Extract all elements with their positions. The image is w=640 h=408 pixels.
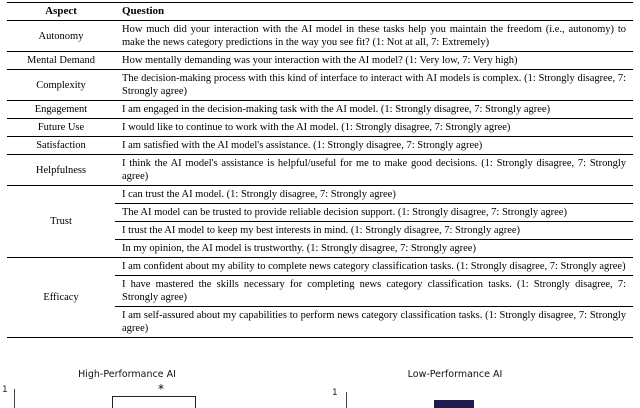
column-header-question: Question (122, 5, 165, 17)
right-y-axis-line (346, 392, 347, 408)
paper-page (0, 2, 640, 408)
question-cell: I can trust the AI model. (1: Strongly disagree, 7: Strongly agree) (115, 186, 633, 204)
question-cell: The AI model can be trusted to provide reliable decision support. (1: Strongly disagree, 7: Strongly agree) (115, 204, 633, 222)
question-cell: I am satisfied with the AI model's assistance. (1: Strongly disagree, 7: Strongly agree) (115, 137, 633, 155)
table-row-helpfulness (7, 155, 633, 186)
question-cell: How much did your interaction with the AI model in these tasks help you maintain the freedom (i.e., autonomy) to make the news category predictions in the way you see fit? (1: Not at all, 7: Extremely) (115, 21, 633, 52)
table-row-future-use (7, 119, 633, 137)
table-header-row (7, 3, 633, 21)
question-cell: I have mastered the skills necessary for completing news category classification tasks. (1: Strongly disagree, 7: Strongly agree) (115, 276, 633, 307)
right-panel-title: Low-Performance AI (407, 369, 503, 380)
survey-questions-table (7, 2, 633, 338)
question-cell: The decision-making process with this kind of interface to interact with AI models is complex. (1: Strongly disagree, 7: Strongly agree) (115, 70, 633, 101)
table-row-autonomy (7, 21, 633, 52)
question-cell: I am self-assured about my capabilities to perform news category classification tasks. (1: Strongly disagree, 7: Strongly agree) (115, 307, 633, 338)
aspect-cell: Efficacy (7, 258, 115, 338)
significance-asterisk: * (158, 382, 164, 396)
aspect-cell: Future Use (7, 119, 115, 137)
question-cell: I am confident about my ability to complete news category classification tasks. (1: Strongly disagree, 7: Strongly agree) (115, 258, 633, 276)
question-cell: I am engaged in the decision-making task with the AI model. (1: Strongly disagree, 7: Strongly agree) (115, 101, 633, 119)
right-boxplot-fragment (434, 400, 474, 408)
aspect-cell: Complexity (7, 70, 115, 101)
aspect-cell: Satisfaction (7, 137, 115, 155)
aspect-cell: Engagement (7, 101, 115, 119)
right-y-axis-tick-label: 1 (332, 388, 338, 398)
left-boxplot-fragment (112, 396, 196, 408)
table-row-mental-demand (7, 52, 633, 70)
aspect-cell: Autonomy (7, 21, 115, 52)
question-cell: I trust the AI model to keep my best interests in mind. (1: Strongly disagree, 7: Strongly agree) (115, 222, 633, 240)
aspect-cell: Mental Demand (7, 52, 115, 70)
question-cell: I would like to continue to work with the AI model. (1: Strongly disagree, 7: Strongly agree) (115, 119, 633, 137)
table-row-trust (7, 186, 633, 204)
table-row-efficacy (7, 258, 633, 276)
question-cell: How mentally demanding was your interaction with the AI model? (1: Very low, 7: Very high) (115, 52, 633, 70)
figure-fragment (0, 352, 640, 408)
left-y-axis-tick-label: 1 (2, 385, 8, 395)
aspect-cell: Trust (7, 186, 115, 258)
question-cell: In my opinion, the AI model is trustworthy. (1: Strongly disagree, 7: Strongly agree) (115, 240, 633, 258)
aspect-cell: Helpfulness (7, 155, 115, 186)
left-panel-title: High-Performance AI (78, 369, 176, 380)
left-y-axis-line (14, 389, 15, 408)
question-cell: I think the AI model's assistance is helpful/useful for me to make good decisions. (1: Strongly disagree, 7: Strongly agree) (115, 155, 633, 186)
table-row-engagement (7, 101, 633, 119)
table-row-satisfaction (7, 137, 633, 155)
table-row-complexity (7, 70, 633, 101)
column-header-aspect: Aspect (45, 5, 77, 17)
